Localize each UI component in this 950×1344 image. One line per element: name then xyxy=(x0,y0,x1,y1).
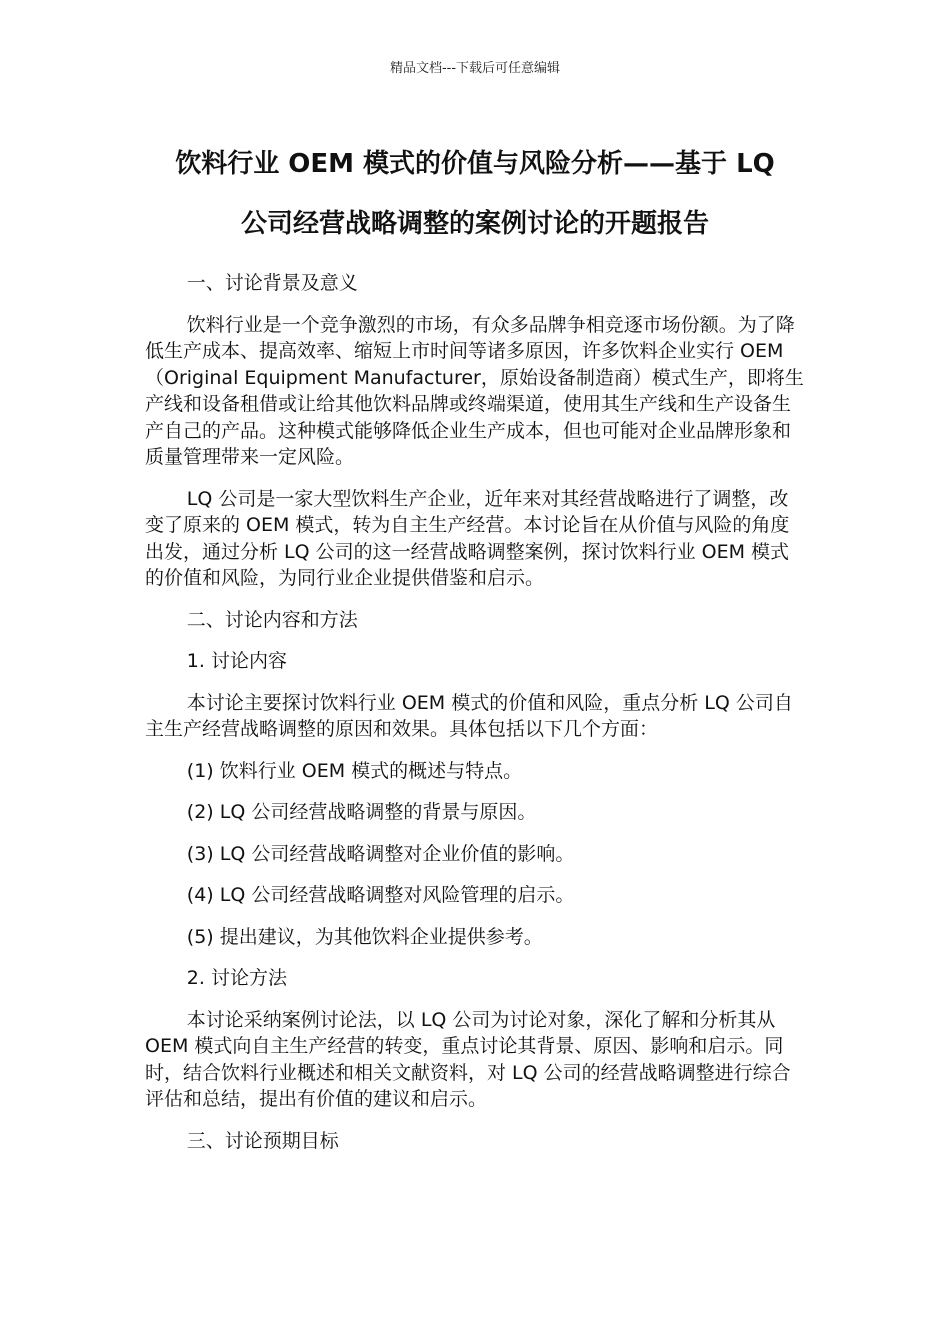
list-item: (4) LQ 公司经营战略调整对风险管理的启示。 xyxy=(186,884,575,906)
section-heading-background: 一、讨论背景及意义 xyxy=(186,272,358,294)
paragraph-method-1: 本讨论采纳案例讨论法，以 LQ 公司为讨论对象，深化了解和分析其从 OEM 模式向自主生产经营的转变，重点讨论其背景、原因、影响和启示。同时，结合饮料行业概述和相关文献资料，对 LQ 公司的经营战略调整进行综合评估和总结，提出有价值的建议和启示。 xyxy=(145,1008,791,1110)
paragraph-content-1: 本讨论主要探讨饮料行业 OEM 模式的价值和风险，重点分析 LQ 公司自主生产经营战略调整的原因和效果。具体包括以下几个方面： xyxy=(145,691,793,740)
title-line-2: 公司经营战略调整的案例讨论的开题报告 xyxy=(240,209,709,239)
page-header-note: 精品文档---下载后可任意编辑 xyxy=(389,61,561,76)
document-title xyxy=(145,134,805,254)
list-item: (2) LQ 公司经营战略调整的背景与原因。 xyxy=(186,801,537,823)
paragraph-background-2: LQ 公司是一家大型饮料生产企业，近年来对其经营战略进行了调整，改变了原来的 OEM 模式，转为自主生产经营。本讨论旨在从价值与风险的角度出发，通过分析 LQ 公司的这一经营战略调整案例，探讨饮料行业 OEM 模式的价值和风险，为同行业企业提供借鉴和启示。 xyxy=(145,487,790,589)
list-item: (5) 提出建议，为其他饮料企业提供参考。 xyxy=(186,925,543,948)
section-heading-goal: 三、讨论预期目标 xyxy=(186,1129,339,1152)
subheading-content: 1. 讨论内容 xyxy=(186,650,287,672)
list-item: (1) 饮料行业 OEM 模式的概述与特点。 xyxy=(186,759,523,782)
subheading-method: 2. 讨论方法 xyxy=(186,967,287,989)
section-heading-content: 二、讨论内容和方法 xyxy=(186,608,358,631)
paragraph-background-1: 饮料行业是一个竞争激烈的市场，有众多品牌争相竞逐市场份额。为了降低生产成本、提高效率、缩短上市时间等诸多原因，许多饮料企业实行 OEM（Original Equipment Manufacturer，原始设备制造商）模式生产，即将生产线和设备租借或让给其他饮料品牌或终端渠道，使用其生产线和生产设备生产自己的产品。这种模式能够降低企业生产成本，但也可能对企业品牌形象和质量管理带来一定风险。 xyxy=(145,313,804,468)
list-item: (3) LQ 公司经营战略调整对企业价值的影响。 xyxy=(186,842,575,865)
document-body xyxy=(145,270,807,1169)
title-line-1: 饮料行业 OEM 模式的价值与风险分析——基于 LQ xyxy=(175,149,775,179)
